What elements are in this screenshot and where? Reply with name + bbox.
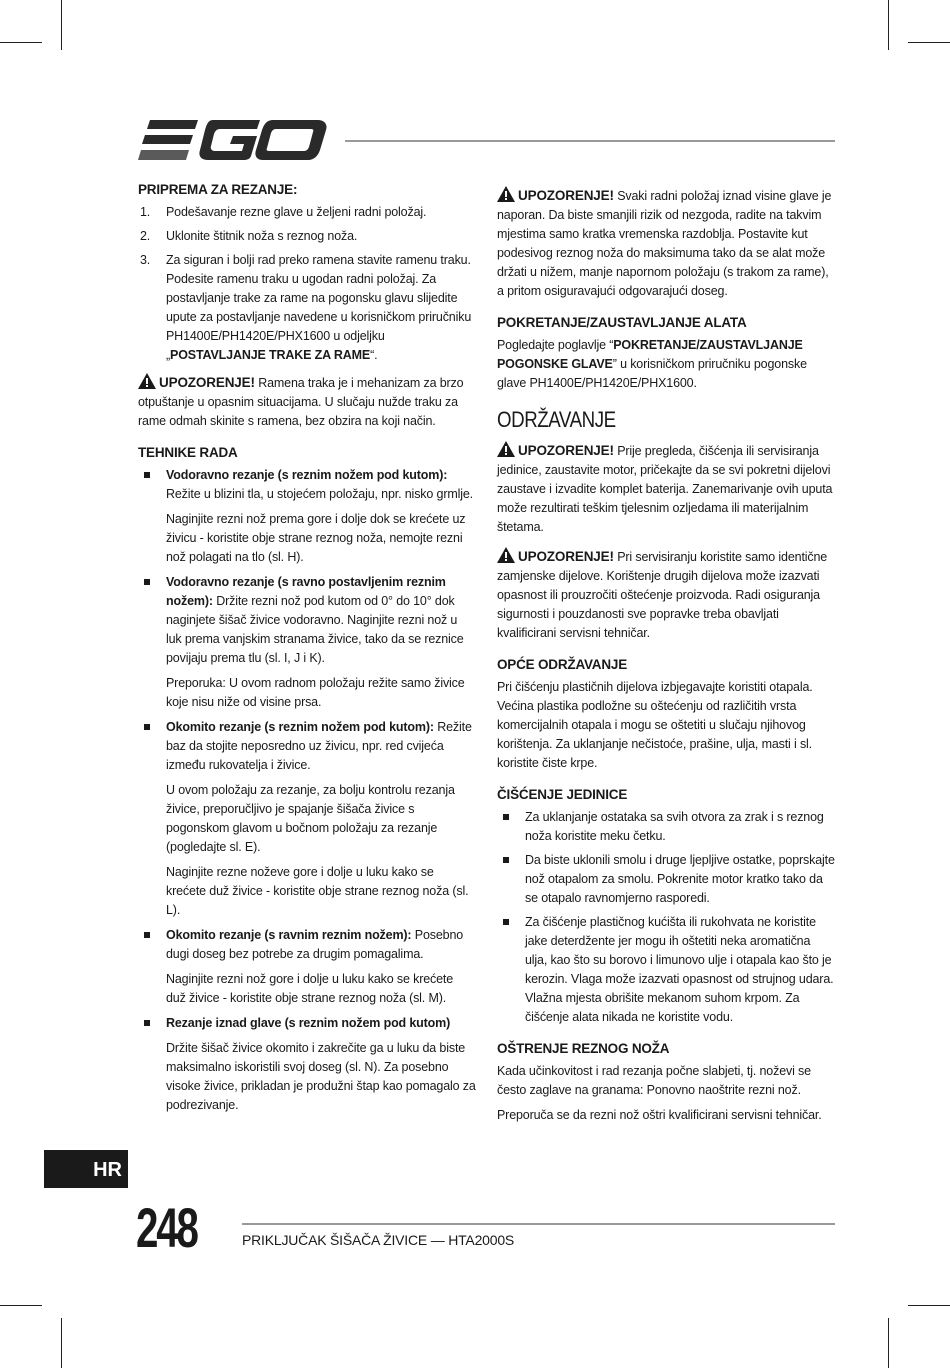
warning-icon bbox=[497, 441, 515, 457]
prep-heading: PRIPREMA ZA REZANJE: bbox=[138, 182, 298, 197]
warning-shoulder-strap: UPOZORENJE! Ramena traka je i mehanizam za brzo otpuštanje u opasnim situacijama. U slučaju nužde traku za rame odmah skinite s ramena, bez obzira na koji način. bbox=[138, 375, 464, 428]
warning-icon bbox=[497, 547, 515, 563]
list-item: Rezanje iznad glave (s reznim nožem pod kutom) Držite šišač živice okomito i zakrečite ga u luku da biste maksimalno iskoristili svoj doseg (sl. N). Za posebno visoke živice, prikladan je produžni štap kao pomagalo za podrezivanje. bbox=[138, 1014, 476, 1115]
list-item: Vodoravno rezanje (s reznim nožem pod kutom): Režite u blizini tla, u stojećem položaju, npr. nisko grmlje. Naginjite rezni nož prema gore i dolje dok se krećete uz živicu - koristite obje strane reznog noža, nemojte rezni nož polagati na tlo (sl. H). bbox=[138, 466, 476, 567]
crop-mark bbox=[61, 0, 62, 50]
prep-steps bbox=[138, 203, 476, 365]
footer-rule bbox=[242, 1223, 835, 1225]
cleaning-heading: ČIŠĆENJE JEDINICE bbox=[497, 787, 628, 802]
list-item: Vodoravno rezanje (s ravno postavljenim reznim nožem): Držite rezni nož pod kutom od 0° do 10° dok naginjete šišač živice vodoravno. Naginjite rezni nož u luk prema vanjskim stranama živice, tako da se reznice povijaju prema tlu (sl. I, J i K). Preporuka: U ovom radnom položaju režite samo živice koje nisu niže od visine prsa. bbox=[138, 573, 476, 712]
crop-mark bbox=[888, 0, 889, 50]
list-item: Za uklanjanje ostataka sa svih otvora za zrak i s reznog noža koristite meku četku. bbox=[497, 808, 835, 846]
maintenance-heading: ODRŽAVANJE bbox=[497, 407, 616, 432]
ego-logo bbox=[138, 118, 328, 162]
general-maintenance-heading: OPĆE ODRŽAVANJE bbox=[497, 657, 628, 672]
crop-mark bbox=[0, 1305, 42, 1306]
page-number: 248 bbox=[136, 1196, 197, 1259]
warning-overhead: UPOZORENJE! Svaki radni položaj iznad visine glave je naporan. Da biste smanjili rizik od nezgoda, radite na takvim mjestima samo kratka vremenska razdoblja. Postavite kut podesivog reznog noža do maksimuma tako da se alat može držati u nižem, manje napornom položaju (s trakom za rame), a pritom osiguravajući odgovarajući doseg. bbox=[497, 188, 832, 298]
list-item: Za čišćenje plastičnog kućišta ili rukohvata ne koristite jake deterdžente jer mogu ih oštetiti neka aromatična ulja, kao što su borovo i limunovo ulje i otapala kao što je kerozin. Vlaga može izazvati opasnost od strujnog udara. Vlažna mjesta obrišite mekanom suhom krpom. Za čišćenje alata nikada ne koristite vodu. bbox=[497, 913, 835, 1027]
list-item: 3. Za siguran i bolji rad preko ramena stavite ramenu traku. Podesite ramenu traku u ugodan radni položaj. Za postavljanje trake za rame na pogonsku glavu slijedite upute za postavljanje navedene u korisničkom priručniku PH1400E/PH1420E/PHX1600 u odjeljku „POSTAVLJANJE TRAKE ZA RAME“. bbox=[140, 253, 472, 362]
start-stop-heading: POKRETANJE/ZAUSTAVLJANJE ALATA bbox=[497, 315, 747, 330]
crop-mark bbox=[0, 42, 42, 43]
list-item: 2. Uklonite štitnik noža s reznog noža. bbox=[140, 229, 358, 243]
start-stop-text: Pogledajte poglavlje “POKRETANJE/ZAUSTAVLJANJE POGONSKE GLAVE” u korisničkom priručniku pogonske glave PH1400E/PH1420E/PHX1600. bbox=[497, 338, 807, 390]
warning-spare-parts: UPOZORENJE! Pri servisiranju koristite samo identične zamjenske dijelove. Korištenje drugih dijelova može izazvati opasnost ili prouzročiti oštećenje proizvoda. Radi osiguranja sigurnosti i pouzdanosti sve popravke treba obavljati kvalificirani servisni tehničar. bbox=[497, 549, 828, 640]
sharpening-heading: OŠTRENJE REZNOG NOŽA bbox=[497, 1041, 670, 1056]
techniques-heading: TEHNIKE RADA bbox=[138, 445, 238, 460]
crop-mark bbox=[61, 1318, 62, 1368]
crop-mark bbox=[908, 42, 950, 43]
crop-mark bbox=[908, 1305, 950, 1306]
list-item: Da biste uklonili smolu i druge ljepljive ostatke, poprskajte nož otapalom za smolu. Pokrenite motor kratko tako da se otapalo ravnomjerno rasporedi. bbox=[497, 851, 835, 908]
crop-mark bbox=[888, 1318, 889, 1368]
language-tab: HR bbox=[44, 1150, 128, 1188]
warning-maintenance: UPOZORENJE! Prije pregleda, čišćenja ili servisiranja jedinice, zaustavite motor, pričekajte da se svi pokretni dijelovi zaustave i izvadite komplet baterija. Zanemarivanje ovih uputa može rezultirati teškim tjelesnim ozljedama ili materijalnim štetama. bbox=[497, 443, 833, 534]
sharpening-text: Kada učinkovitost i rad rezanja počne slabjeti, tj. noževi se često zaglave na granama: Ponovno naoštrite rezni nož. bbox=[497, 1064, 811, 1097]
techniques-list bbox=[138, 466, 476, 1115]
warning-icon bbox=[138, 373, 156, 389]
footer-title: PRIKLJUČAK ŠIŠAČA ŽIVICE — HTA2000S bbox=[242, 1232, 515, 1248]
list-item: 1. Podešavanje rezne glave u željeni radni položaj. bbox=[140, 205, 427, 219]
sharpening-text: Preporuča se da rezni nož oštri kvalificirani servisni tehničar. bbox=[497, 1108, 822, 1122]
list-item: Okomito rezanje (s ravnim reznim nožem): Posebno dugi doseg bez potrebe za drugim pomagalima. Naginjite rezni nož gore i dolje u luku kako se krećete duž živice - koristite obje strane reznog noža (sl. M). bbox=[138, 926, 476, 1008]
general-maintenance-text: Pri čišćenju plastičnih dijelova izbjegavajte koristiti otapala. Većina plastika podložne su oštećenju od različitih vrsta komercijalnih otapala i mogu se oštetiti u slučaju njihovog korištenja. Za uklanjanje nečistoće, prašine, ulja, masti i sl. koristite čiste krpe. bbox=[497, 680, 813, 770]
right-column bbox=[497, 186, 835, 1125]
cleaning-list bbox=[497, 808, 835, 1027]
header-rule bbox=[345, 140, 835, 142]
left-column bbox=[138, 180, 476, 1121]
warning-icon bbox=[497, 186, 515, 202]
list-item: Okomito rezanje (s reznim nožem pod kutom): Režite baz da stojite neposredno uz živicu, npr. red cvijeća između rukovatelja i živice. U ovom položaju za rezanje, za bolju kontrolu rezanja živice, preporučljivo je spajanje šišača živice s pogonskom glavom u bočnom položaju za rezanje (pogledajte sl. E). Naginjite rezne noževe gore i dolje u luku kako se krećete duž živice - koristite obje strane reznog noža (sl. L). bbox=[138, 718, 476, 920]
